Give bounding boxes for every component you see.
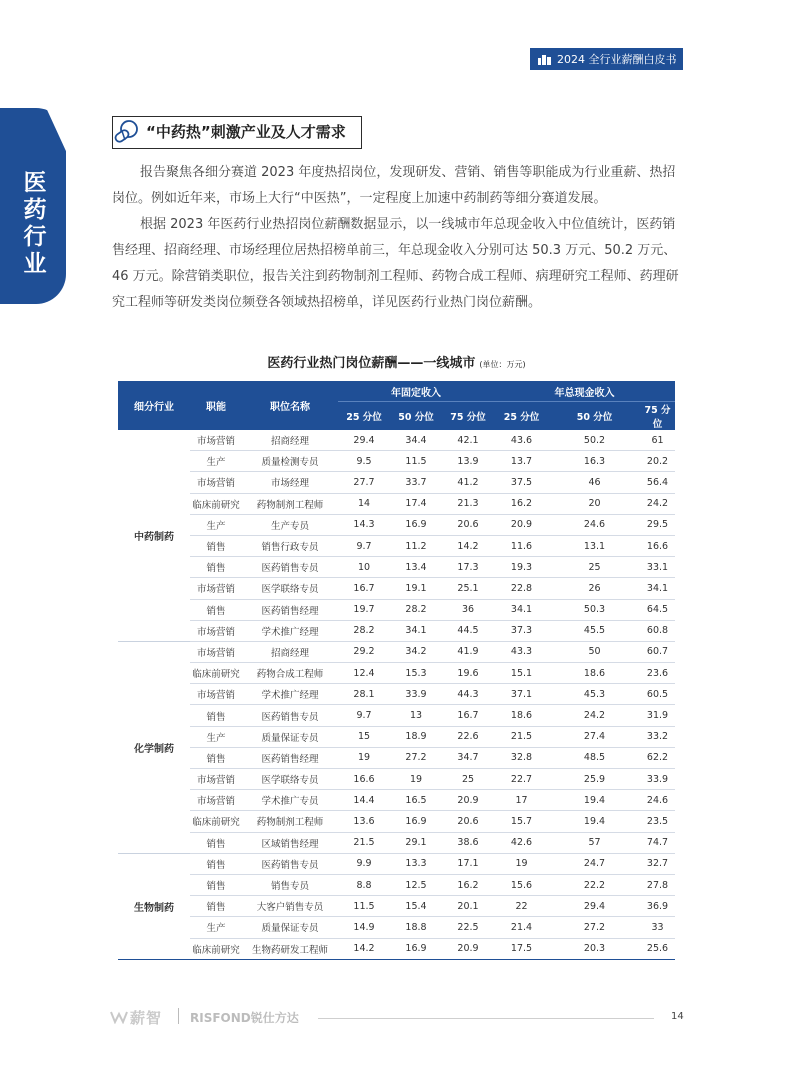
table-row xyxy=(118,599,675,620)
cell-t25: 32.8 xyxy=(494,747,549,768)
cell-t25: 19 xyxy=(494,853,549,874)
table-row xyxy=(118,790,675,811)
cell-func: 销售 xyxy=(190,535,242,556)
table-row xyxy=(118,663,675,684)
cell-f25: 14.3 xyxy=(338,514,390,535)
xinzhi-w-logo-icon xyxy=(110,1010,128,1024)
cell-f50: 17.4 xyxy=(390,493,442,514)
side-tab-label: 医药行业 xyxy=(19,170,46,278)
cell-t25: 15.7 xyxy=(494,811,549,832)
cell-pos: 药物合成工程师 xyxy=(242,663,338,684)
cell-t50: 25.9 xyxy=(549,769,640,790)
cell-f50: 27.2 xyxy=(390,747,442,768)
cell-func: 市场营销 xyxy=(190,684,242,705)
footer-separator xyxy=(178,1008,179,1024)
header-total-p25: 25 分位 xyxy=(494,402,549,431)
table-row xyxy=(118,557,675,578)
cell-t50: 20.3 xyxy=(549,938,640,959)
cell-f75: 17.1 xyxy=(442,853,494,874)
cell-f25: 27.7 xyxy=(338,472,390,493)
cell-t25: 18.6 xyxy=(494,705,549,726)
cell-f75: 25 xyxy=(442,769,494,790)
cell-t50: 50.2 xyxy=(549,430,640,451)
cell-func: 生产 xyxy=(190,451,242,472)
table-row xyxy=(118,917,675,938)
cell-func: 销售 xyxy=(190,599,242,620)
cell-pos: 医学联络专员 xyxy=(242,769,338,790)
cell-f50: 16.9 xyxy=(390,514,442,535)
cell-f50: 13 xyxy=(390,705,442,726)
cell-f25: 10 xyxy=(338,557,390,578)
segment-cell: 化学制药 xyxy=(118,641,190,853)
capsule-pill-icon xyxy=(113,120,139,144)
cell-t25: 11.6 xyxy=(494,535,549,556)
cell-pos: 招商经理 xyxy=(242,430,338,451)
cell-pos: 药物制剂工程师 xyxy=(242,493,338,514)
header-badge-text: 2024 全行业薪酬白皮书 xyxy=(557,53,677,66)
cell-t25: 19.3 xyxy=(494,557,549,578)
cell-func: 销售 xyxy=(190,832,242,853)
cell-pos: 医药销售经理 xyxy=(242,599,338,620)
cell-f75: 44.3 xyxy=(442,684,494,705)
cell-f75: 38.6 xyxy=(442,832,494,853)
cell-t75: 24.2 xyxy=(640,493,675,514)
cell-pos: 质量保证专员 xyxy=(242,726,338,747)
cell-t50: 46 xyxy=(549,472,640,493)
cell-f50: 18.9 xyxy=(390,726,442,747)
cell-t50: 57 xyxy=(549,832,640,853)
header-badge xyxy=(530,48,683,70)
cell-f25: 29.2 xyxy=(338,641,390,662)
header-segment: 细分行业 xyxy=(118,381,190,430)
cell-f50: 29.1 xyxy=(390,832,442,853)
cell-t25: 34.1 xyxy=(494,599,549,620)
cell-f25: 21.5 xyxy=(338,832,390,853)
cell-t50: 48.5 xyxy=(549,747,640,768)
cell-func: 临床前研究 xyxy=(190,493,242,514)
cell-f25: 8.8 xyxy=(338,874,390,895)
cell-t75: 27.8 xyxy=(640,874,675,895)
cell-f25: 28.2 xyxy=(338,620,390,641)
cell-f25: 19.7 xyxy=(338,599,390,620)
cell-t25: 37.1 xyxy=(494,684,549,705)
cell-t50: 19.4 xyxy=(549,811,640,832)
cell-f75: 17.3 xyxy=(442,557,494,578)
cell-f50: 12.5 xyxy=(390,874,442,895)
cell-f75: 42.1 xyxy=(442,430,494,451)
cell-t50: 16.3 xyxy=(549,451,640,472)
table-row xyxy=(118,853,675,874)
cell-pos: 招商经理 xyxy=(242,641,338,662)
cell-func: 生产 xyxy=(190,514,242,535)
cell-t25: 37.5 xyxy=(494,472,549,493)
cell-f25: 13.6 xyxy=(338,811,390,832)
cell-pos: 大客户销售专员 xyxy=(242,896,338,917)
table-row xyxy=(118,747,675,768)
cell-t50: 25 xyxy=(549,557,640,578)
table-row xyxy=(118,535,675,556)
cell-f75: 44.5 xyxy=(442,620,494,641)
cell-f25: 14.9 xyxy=(338,917,390,938)
footer-rule xyxy=(318,1018,654,1019)
cell-f75: 21.3 xyxy=(442,493,494,514)
header-fixed-p50: 50 分位 xyxy=(390,402,442,431)
cell-t50: 45.3 xyxy=(549,684,640,705)
cell-func: 销售 xyxy=(190,705,242,726)
cell-f75: 22.6 xyxy=(442,726,494,747)
cell-pos: 区域销售经理 xyxy=(242,832,338,853)
cell-f50: 11.2 xyxy=(390,535,442,556)
cell-func: 市场营销 xyxy=(190,578,242,599)
cell-t75: 60.8 xyxy=(640,620,675,641)
cell-t75: 23.5 xyxy=(640,811,675,832)
header-fixed-p25: 25 分位 xyxy=(338,402,390,431)
cell-t75: 24.6 xyxy=(640,790,675,811)
cell-pos: 医药销售专员 xyxy=(242,705,338,726)
cell-func: 市场营销 xyxy=(190,790,242,811)
salary-table xyxy=(118,381,675,960)
cell-f75: 19.6 xyxy=(442,663,494,684)
cell-f75: 13.9 xyxy=(442,451,494,472)
cell-func: 市场营销 xyxy=(190,641,242,662)
cell-f75: 20.1 xyxy=(442,896,494,917)
cell-t75: 34.1 xyxy=(640,578,675,599)
paragraph-2: 根据 2023 年医药行业热招岗位薪酬数据显示，以一线城市年总现金收入中位值统计，医药销售经理、招商经理、市场经理位居热招榜单前三，年总现金收入分别可达 50.3 万元、50.2 万元、46 万元。除营销类职位，报告关注到药物制剂工程师、药物合成工程师、病理研究工程师、药理研究工程师等研发类岗位频登各领域热招榜单，详见医药行业热门岗位薪酬。 xyxy=(112,217,679,310)
cell-t25: 42.6 xyxy=(494,832,549,853)
cell-f50: 15.3 xyxy=(390,663,442,684)
cell-t75: 60.5 xyxy=(640,684,675,705)
cell-t25: 17 xyxy=(494,790,549,811)
cell-f25: 11.5 xyxy=(338,896,390,917)
cell-pos: 生产专员 xyxy=(242,514,338,535)
cell-func: 销售 xyxy=(190,853,242,874)
cell-f50: 18.8 xyxy=(390,917,442,938)
table-row xyxy=(118,493,675,514)
cell-func: 生产 xyxy=(190,726,242,747)
table-row xyxy=(118,620,675,641)
cell-f25: 12.4 xyxy=(338,663,390,684)
cell-pos: 销售专员 xyxy=(242,874,338,895)
cell-t75: 23.6 xyxy=(640,663,675,684)
header-total-cash: 年总现金收入 xyxy=(494,381,675,402)
cell-t75: 29.5 xyxy=(640,514,675,535)
cell-func: 临床前研究 xyxy=(190,938,242,959)
cell-pos: 医学联络专员 xyxy=(242,578,338,599)
cell-f50: 34.1 xyxy=(390,620,442,641)
cell-pos: 质量检测专员 xyxy=(242,451,338,472)
section-title: “中药热”刺激产业及人才需求 xyxy=(146,123,346,141)
table-row xyxy=(118,451,675,472)
header-total-p50: 50 分位 xyxy=(549,402,640,431)
table-row xyxy=(118,938,675,959)
cell-func: 销售 xyxy=(190,896,242,917)
table-row xyxy=(118,472,675,493)
cell-func: 市场营销 xyxy=(190,769,242,790)
cell-f25: 14.2 xyxy=(338,938,390,959)
cell-t25: 43.3 xyxy=(494,641,549,662)
cell-f75: 36 xyxy=(442,599,494,620)
cell-t50: 24.6 xyxy=(549,514,640,535)
cell-t25: 15.1 xyxy=(494,663,549,684)
cell-t50: 19.4 xyxy=(549,790,640,811)
cell-t25: 13.7 xyxy=(494,451,549,472)
cell-f25: 14.4 xyxy=(338,790,390,811)
cell-f75: 34.7 xyxy=(442,747,494,768)
cell-f50: 13.4 xyxy=(390,557,442,578)
table-title xyxy=(0,352,793,371)
cell-f25: 9.7 xyxy=(338,535,390,556)
cell-t75: 32.7 xyxy=(640,853,675,874)
segment-cell: 中药制药 xyxy=(118,430,190,641)
cell-func: 生产 xyxy=(190,917,242,938)
cell-f50: 15.4 xyxy=(390,896,442,917)
cell-f25: 29.4 xyxy=(338,430,390,451)
table-row xyxy=(118,769,675,790)
cell-f50: 33.9 xyxy=(390,684,442,705)
cell-f25: 19 xyxy=(338,747,390,768)
cell-t25: 43.6 xyxy=(494,430,549,451)
cell-f25: 16.6 xyxy=(338,769,390,790)
cell-t75: 64.5 xyxy=(640,599,675,620)
table-row xyxy=(118,705,675,726)
header-position: 职位名称 xyxy=(242,381,338,430)
cell-f75: 25.1 xyxy=(442,578,494,599)
cell-func: 临床前研究 xyxy=(190,811,242,832)
cell-f75: 16.7 xyxy=(442,705,494,726)
cell-pos: 销售行政专员 xyxy=(242,535,338,556)
cell-func: 市场营销 xyxy=(190,472,242,493)
cell-f25: 16.7 xyxy=(338,578,390,599)
cell-t75: 33.2 xyxy=(640,726,675,747)
cell-t75: 33 xyxy=(640,917,675,938)
table-row xyxy=(118,684,675,705)
cell-t50: 26 xyxy=(549,578,640,599)
cell-func: 销售 xyxy=(190,557,242,578)
cell-f75: 22.5 xyxy=(442,917,494,938)
table-title-text: 医药行业热门岗位薪酬——一线城市 xyxy=(267,356,476,371)
cell-f75: 41.9 xyxy=(442,641,494,662)
cell-t50: 45.5 xyxy=(549,620,640,641)
city-buildings-icon xyxy=(538,54,551,65)
cell-pos: 药物制剂工程师 xyxy=(242,811,338,832)
cell-t25: 21.4 xyxy=(494,917,549,938)
header-total-p75: 75 分位 xyxy=(640,402,675,431)
page-number: 14 xyxy=(671,1011,684,1022)
cell-t75: 36.9 xyxy=(640,896,675,917)
table-row xyxy=(118,811,675,832)
cell-f75: 20.9 xyxy=(442,790,494,811)
cell-f75: 20.6 xyxy=(442,514,494,535)
cell-t25: 20.9 xyxy=(494,514,549,535)
cell-t50: 24.7 xyxy=(549,853,640,874)
table-unit: (单位：万元) xyxy=(479,360,526,369)
cell-t75: 56.4 xyxy=(640,472,675,493)
cell-t25: 15.6 xyxy=(494,874,549,895)
cell-t25: 22 xyxy=(494,896,549,917)
header-fixed-p75: 75 分位 xyxy=(442,402,494,431)
cell-f50: 16.9 xyxy=(390,938,442,959)
cell-pos: 学术推广经理 xyxy=(242,684,338,705)
cell-t50: 27.2 xyxy=(549,917,640,938)
cell-f25: 9.9 xyxy=(338,853,390,874)
cell-t25: 22.8 xyxy=(494,578,549,599)
cell-t50: 22.2 xyxy=(549,874,640,895)
table-row xyxy=(118,874,675,895)
cell-t75: 25.6 xyxy=(640,938,675,959)
cell-f50: 34.2 xyxy=(390,641,442,662)
cell-f75: 14.2 xyxy=(442,535,494,556)
cell-t75: 20.2 xyxy=(640,451,675,472)
cell-t75: 62.2 xyxy=(640,747,675,768)
table-row xyxy=(118,430,675,451)
cell-t50: 50.3 xyxy=(549,599,640,620)
cell-f50: 16.5 xyxy=(390,790,442,811)
cell-f25: 15 xyxy=(338,726,390,747)
cell-f75: 16.2 xyxy=(442,874,494,895)
segment-cell: 生物制药 xyxy=(118,853,190,959)
cell-t25: 22.7 xyxy=(494,769,549,790)
cell-t25: 37.3 xyxy=(494,620,549,641)
cell-pos: 质量保证专员 xyxy=(242,917,338,938)
cell-t75: 16.6 xyxy=(640,535,675,556)
cell-pos: 市场经理 xyxy=(242,472,338,493)
cell-pos: 医药销售专员 xyxy=(242,557,338,578)
cell-func: 临床前研究 xyxy=(190,663,242,684)
cell-func: 销售 xyxy=(190,747,242,768)
footer-logo-xinzhi: 薪智 xyxy=(130,1009,163,1027)
cell-t25: 21.5 xyxy=(494,726,549,747)
cell-t50: 27.4 xyxy=(549,726,640,747)
cell-pos: 生物药研发工程师 xyxy=(242,938,338,959)
cell-t75: 31.9 xyxy=(640,705,675,726)
cell-t75: 33.9 xyxy=(640,769,675,790)
cell-pos: 医药销售经理 xyxy=(242,747,338,768)
cell-f25: 14 xyxy=(338,493,390,514)
cell-t50: 13.1 xyxy=(549,535,640,556)
cell-t50: 20 xyxy=(549,493,640,514)
cell-f50: 16.9 xyxy=(390,811,442,832)
cell-f25: 9.7 xyxy=(338,705,390,726)
footer-logo-risfond: RISFOND锐仕方达 xyxy=(190,1011,299,1025)
paragraph-1: 报告聚焦各细分赛道 2023 年度热招岗位，发现研发、营销、销售等职能成为行业重薪、热招岗位。例如近年来，市场上大行“中医热”，一定程度上加速中药制药等细分赛道发展。 xyxy=(112,165,676,206)
cell-t50: 29.4 xyxy=(549,896,640,917)
cell-t75: 74.7 xyxy=(640,832,675,853)
cell-t75: 60.7 xyxy=(640,641,675,662)
cell-func: 市场营销 xyxy=(190,620,242,641)
table-row xyxy=(118,726,675,747)
cell-f25: 28.1 xyxy=(338,684,390,705)
cell-t75: 33.1 xyxy=(640,557,675,578)
cell-pos: 医药销售专员 xyxy=(242,853,338,874)
cell-t50: 18.6 xyxy=(549,663,640,684)
table-row xyxy=(118,514,675,535)
header-function: 职能 xyxy=(190,381,242,430)
cell-f50: 19.1 xyxy=(390,578,442,599)
cell-pos: 学术推广经理 xyxy=(242,620,338,641)
cell-func: 销售 xyxy=(190,874,242,895)
cell-func: 市场营销 xyxy=(190,430,242,451)
cell-f50: 11.5 xyxy=(390,451,442,472)
cell-f50: 33.7 xyxy=(390,472,442,493)
cell-f75: 41.2 xyxy=(442,472,494,493)
cell-pos: 学术推广专员 xyxy=(242,790,338,811)
cell-t25: 17.5 xyxy=(494,938,549,959)
cell-f75: 20.9 xyxy=(442,938,494,959)
header-fixed-income: 年固定收入 xyxy=(338,381,494,402)
cell-f50: 13.3 xyxy=(390,853,442,874)
table-row xyxy=(118,832,675,853)
table-row xyxy=(118,641,675,662)
cell-t50: 24.2 xyxy=(549,705,640,726)
cell-f50: 19 xyxy=(390,769,442,790)
cell-f75: 20.6 xyxy=(442,811,494,832)
table-row xyxy=(118,896,675,917)
cell-f50: 28.2 xyxy=(390,599,442,620)
cell-f50: 34.4 xyxy=(390,430,442,451)
cell-t25: 16.2 xyxy=(494,493,549,514)
cell-f25: 9.5 xyxy=(338,451,390,472)
cell-t50: 50 xyxy=(549,641,640,662)
table-row xyxy=(118,578,675,599)
cell-t75: 61 xyxy=(640,430,675,451)
